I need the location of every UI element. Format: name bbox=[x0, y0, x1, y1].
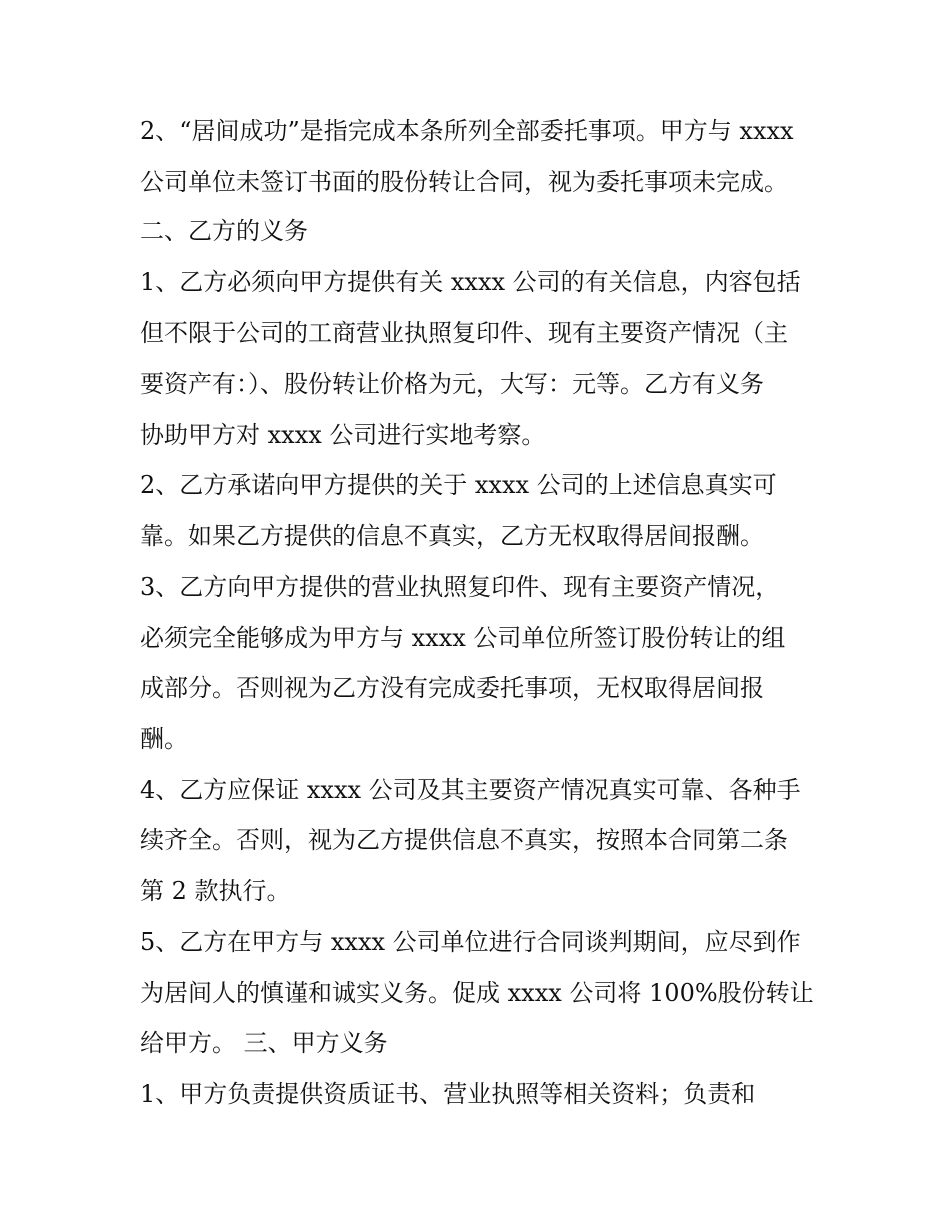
text-line: 1、乙方必须向甲方提供有关 xxxx 公司的有关信息，内容包括 bbox=[140, 268, 801, 296]
text-line: 公司单位未签订书面的股份转让合同，视为委托事项未完成。 bbox=[140, 168, 788, 196]
text-line: 5、乙方在甲方与 xxxx 公司单位进行合同谈判期间，应尽到作 bbox=[140, 928, 801, 956]
text-line: 4、乙方应保证 xxxx 公司及其主要资产情况真实可靠、各种手 bbox=[140, 776, 801, 804]
text-line: 靠。如果乙方提供的信息不真实，乙方无权取得居间报酬。 bbox=[140, 522, 764, 550]
text-line: 2、“居间成功”是指完成本条所列全部委托事项。甲方与 xxxx bbox=[140, 117, 794, 145]
text-line: 协助甲方对 xxxx 公司进行实地考察。 bbox=[140, 421, 546, 449]
text-line: 3、乙方向甲方提供的营业执照复印件、现有主要资产情况， bbox=[140, 573, 780, 601]
text-line: 第 2 款执行。 bbox=[140, 877, 291, 905]
text-line: 为居间人的慎谨和诚实义务。促成 xxxx 公司将 100%股份转让 bbox=[140, 979, 814, 1007]
text-line: 2、乙方承诺向甲方提供的关于 xxxx 公司的上述信息真实可 bbox=[140, 471, 777, 499]
text-line: 成部分。否则视为乙方没有完成委托事项，无权取得居间报 bbox=[140, 674, 764, 702]
text-line: 酬。 bbox=[140, 725, 188, 753]
text-line: 给甲方。 三、甲方义务 bbox=[140, 1029, 388, 1057]
text-line: 1、甲方负责提供资质证书、营业执照等相关资料；负责和 bbox=[140, 1080, 756, 1108]
text-line: 续齐全。否则，视为乙方提供信息不真实，按照本合同第二条 bbox=[140, 826, 788, 854]
section-heading: 二、乙方的义务 bbox=[140, 217, 308, 245]
text-line: 要资产有：）、股份转让价格为元，大写：元等。乙方有义务 bbox=[140, 370, 764, 398]
text-line: 必须完全能够成为甲方与 xxxx 公司单位所签订股份转让的组 bbox=[140, 624, 786, 652]
text-line: 但不限于公司的工商营业执照复印件、现有主要资产情况（主 bbox=[140, 319, 788, 347]
